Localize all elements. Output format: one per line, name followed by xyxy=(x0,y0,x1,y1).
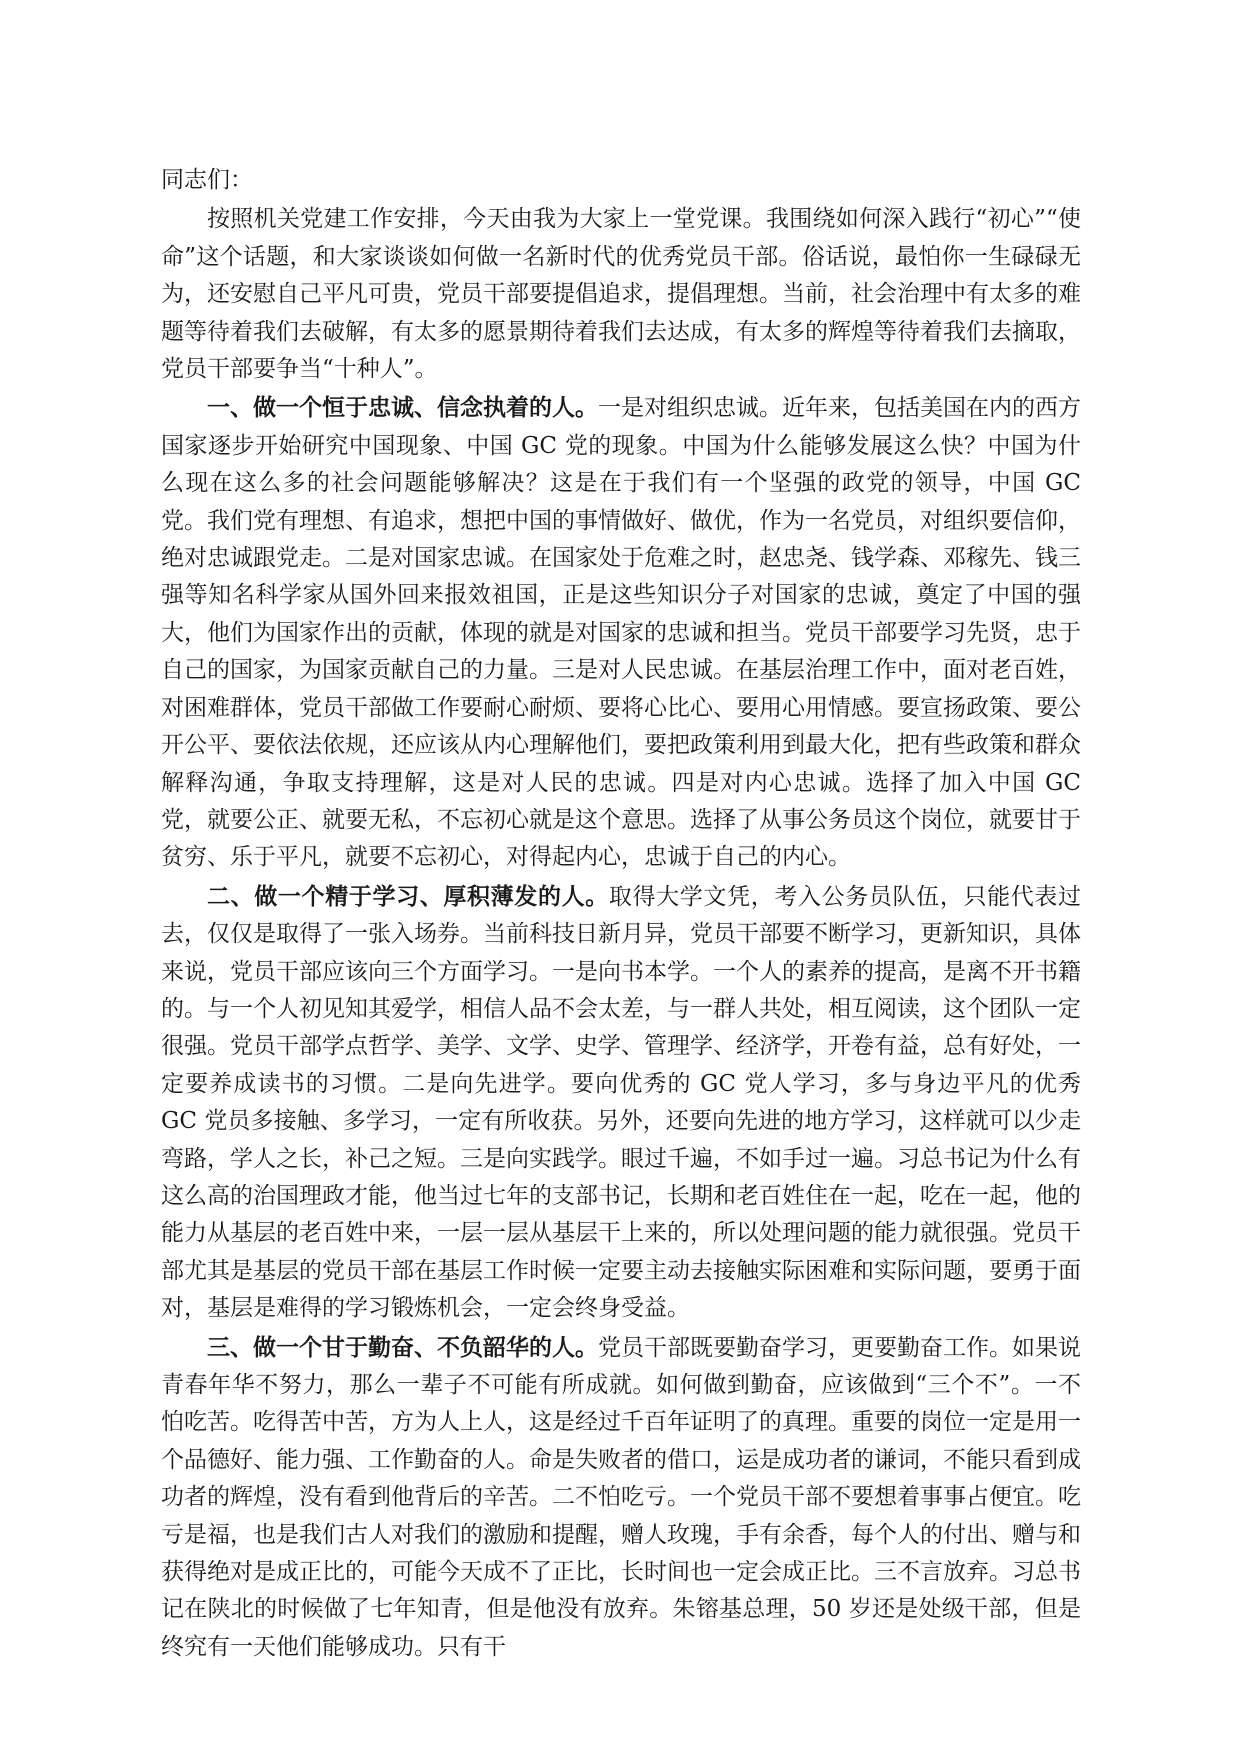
section-paragraph-3 xyxy=(161,1330,1081,1667)
section-body-2: 取得大学文凭，考入公务员队伍，只能代表过去，仅仅是取得了一张入场券。当前科技日新月异，党员干部要不断学习，更新知识，具体来说，党员干部应该向三个方面学习。一是向书本学。一个人的素养的提高，是离不开书籍的。与一个人初见知其爱学，相信人品不会太差，与一群人共处，相互阅读，这个团队一定很强。党员干部学点哲学、美学、文学、史学、管理学、经济学，开卷有益，总有好处，一定要养成读书的习惯。二是向先进学。要向优秀的 GC 党人学习，多与身边平凡的优秀 GC 党员多接触、多学习，一定有所收获。另外，还要向先进的地方学习，这样就可以少走弯路，学人之长，补己之短。三是向实践学。眼过千遍，不如手过一遍。习总书记为什么有这么高的治国理政才能，他当过七年的支部书记，长期和老百姓住在一起，吃在一起，他的能力从基层的老百姓中来，一层一层从基层干上来的，所以处理问题的能力就很强。党员干部尤其是基层的党员干部在基层工作时候一定要主动去接触实际困难和实际问题，要勇于面对，基层是难得的学习锻炼机会，一定会终身受益。 xyxy=(161,883,1082,1322)
salutation: 同志们： xyxy=(161,167,253,193)
section-heading-3: 三、做一个甘于勤奋、不负韶华的人。 xyxy=(207,1334,598,1361)
intro-paragraph: 按照机关党建工作安排，今天由我为大家上一堂党课。我围绕如何深入践行“初心”“使命”这个话题，和大家谈谈如何做一名新时代的优秀党员干部。俗话说，最怕你一生碌碌无为，还安慰自己平凡可贵，党员干部要提倡追求，提倡理想。当前，社会治理中有太多的难题等待着我们去破解，有太多的愿景期待着我们去达成，有太多的辉煌等待着我们去摘取，党员干部要争当“十种人”。 xyxy=(161,206,1081,383)
section-paragraph-1 xyxy=(161,390,1081,876)
section-heading-2: 二、做一个精于学习、厚积薄发的人。 xyxy=(207,883,609,910)
section-body-1: 一是对组织忠诚。近年来，包括美国在内的西方国家逐步开始研究中国现象、中国 GC 党的现象。中国为什么能够发展这么快？中国为什么现在这么多的社会问题能够解决？这是在于我们有一个坚强的政党的领导，中国 GC 党。我们党有理想、有追求，想把中国的事情做好、做优，作为一名党员，对组织要信仰，绝对忠诚跟党走。二是对国家忠诚。在国家处于危难之时，赵忠尧、钱学森、邓稼先、钱三强等知名科学家从国外回来报效祖国，正是这些知识分子对国家的忠诚，奠定了中国的强大，他们为国家作出的贡献，体现的就是对国家的忠诚和担当。党员干部要学习先贤，忠于自己的国家，为国家贡献自己的力量。三是对人民忠诚。在基层治理工作中，面对老百姓，对困难群体，党员干部做工作要耐心耐烦、要将心比心、要用心用情感。要宣扬政策、要公开公平、要依法依规，还应该从内心理解他们，要把政策利用到最大化，把有些政策和群众解释沟通，争取支持理解，这是对人民的忠诚。四是对内心忠诚。选择了加入中国 GC 党，就要公正、就要无私，不忘初心就是这个意思。选择了从事公务员这个岗位，就要甘于贫穷、乐于平凡，就要不忘初心，对得起内心，忠诚于自己的内心。 xyxy=(161,395,1081,871)
section-paragraph-2 xyxy=(161,879,1081,1328)
section-body-3: 党员干部既要勤奋学习，更要勤奋工作。如果说青春年华不努力，那么一辈子不可能有所成就。如何做到勤奋，应该做到“三个不”。一不怕吃苦。吃得苦中苦，方为人上人，这是经过千百年证明了的真理。重要的岗位一定是用一个品德好、能力强、工作勤奋的人。命是失败者的借口，运是成功者的谦词，不能只看到成功者的辉煌，没有看到他背后的辛苦。二不怕吃亏。一个党员干部不要想着事事占便宜。吃亏是福，也是我们古人对我们的激励和提醒，赠人玫瑰，手有余香，每个人的付出、赠与和获得绝对是成正比的，可能今天成不了正比，长时间也一定会成正比。三不言放弃。习总书记在陕北的时候做了七年知青，但是他没有放弃。朱镕基总理，50 岁还是处级干部，但是终究有一天他们能够成功。只有干 xyxy=(161,1334,1081,1660)
document-body xyxy=(161,162,1081,1668)
section-heading-1: 一、做一个恒于忠诚、信念执着的人。 xyxy=(207,395,598,422)
